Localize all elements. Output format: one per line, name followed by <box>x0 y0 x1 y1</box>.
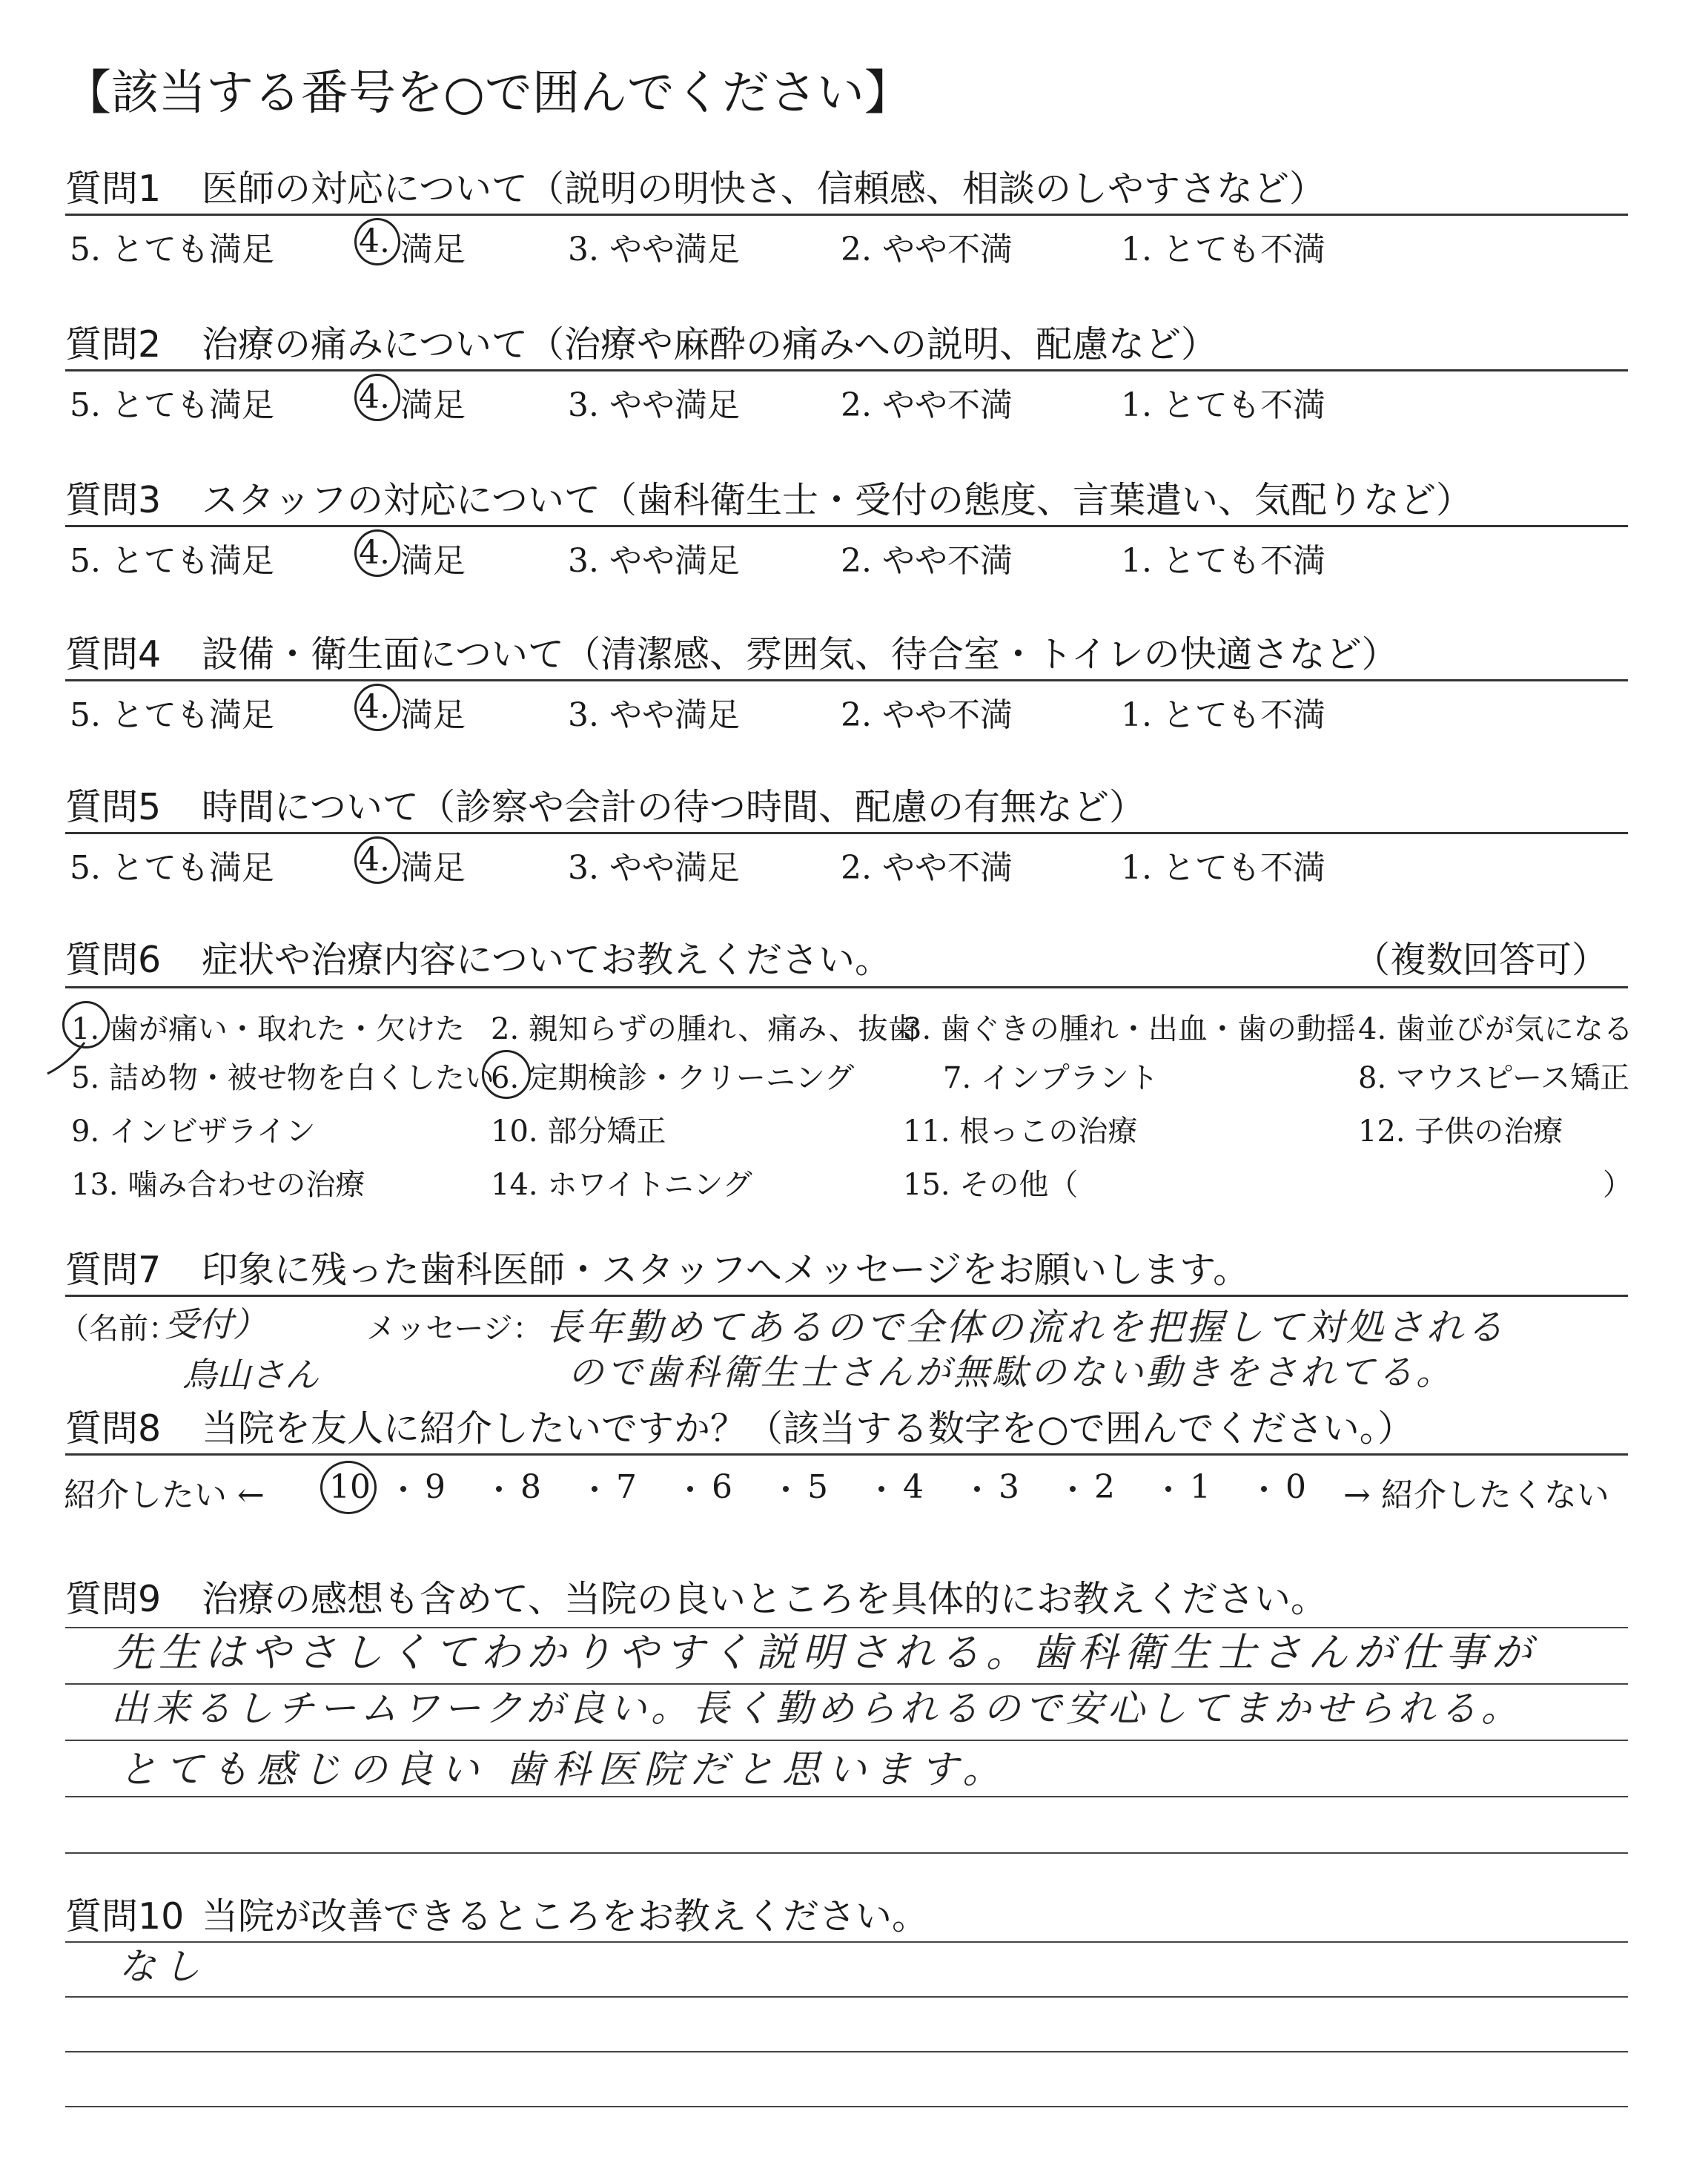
question-4-option-1[interactable]: 5. とても満足 <box>70 696 274 734</box>
q7-rule <box>65 1295 1628 1297</box>
question-3-option-6[interactable]: 1. とても不満 <box>1121 542 1325 580</box>
q8-scale-separator-dot <box>592 1486 598 1492</box>
q8-scale-separator-dot <box>400 1486 406 1492</box>
q6-option-3[interactable]: 3. 歯ぐきの腫れ・出血・歯の動揺 <box>903 1012 1356 1046</box>
q8-scale-separator-dot <box>496 1486 502 1492</box>
q6-option-11[interactable]: 11. 根っこの治療 <box>903 1114 1138 1149</box>
question-4-option-6[interactable]: 1. とても不満 <box>1121 696 1325 734</box>
question-2-option-6[interactable]: 1. とても不満 <box>1121 386 1325 424</box>
question-1-label: 質問1 <box>65 168 162 210</box>
question-2-option-1[interactable]: 5. とても満足 <box>70 386 274 424</box>
q6-selection-tail-mark <box>44 1041 89 1077</box>
question-3-option-5[interactable]: 2. やや不満 <box>841 542 1013 580</box>
q6-selection-circle-6 <box>482 1050 531 1099</box>
question-3-text: スタッフの対応について（歯科衛生士・受付の態度、言葉遣い、気配りなど） <box>202 479 1473 521</box>
question-3-rule <box>65 525 1628 527</box>
q8-scale-separator-dot <box>974 1486 980 1492</box>
question-3-label: 質問3 <box>65 479 162 521</box>
question-2-option-2[interactable]: 4. <box>359 378 390 416</box>
q7-name-handwritten-1: 受付） <box>165 1304 267 1344</box>
question-4-rule <box>65 679 1628 681</box>
q8-scale-6[interactable]: 6 <box>712 1468 732 1506</box>
q6-option-2[interactable]: 2. 親知らずの腫れ、痛み、抜歯 <box>491 1012 918 1046</box>
q8-scale-8[interactable]: 8 <box>520 1468 541 1506</box>
q8-right-label: → 紹介したくない <box>1343 1476 1609 1514</box>
q6-option-5[interactable]: 5. 詰め物・被せ物を白くしたい <box>71 1061 494 1095</box>
question-5-label: 質問5 <box>65 786 162 828</box>
question-3-selection-circle <box>354 529 400 577</box>
question-2-rule <box>65 369 1628 371</box>
question-1-rule <box>65 214 1628 216</box>
q8-selection-circle <box>320 1461 377 1514</box>
q9-label: 質問9 <box>65 1578 162 1620</box>
question-1-option-5[interactable]: 2. やや不満 <box>841 231 1013 268</box>
question-4-label: 質問4 <box>65 633 162 676</box>
question-4-option-3[interactable]: 満足 <box>400 696 466 734</box>
q6-label: 質問6 <box>65 939 162 981</box>
q6-note: （複数回答可） <box>1354 939 1609 981</box>
question-2-selection-circle <box>354 374 400 421</box>
q6-option-15-close: ） <box>1603 1168 1632 1202</box>
q9-answer-line-3: とても感じの良い 歯科医院だと思います。 <box>119 1748 1009 1792</box>
q10-line-2 <box>65 1996 1628 1998</box>
q8-scale-3[interactable]: 3 <box>999 1468 1019 1506</box>
q10-label: 質問10 <box>65 1895 185 1938</box>
q8-scale-separator-dot <box>1070 1486 1076 1492</box>
q9-line-4 <box>65 1796 1628 1797</box>
q8-scale-separator-dot <box>1261 1486 1267 1492</box>
q6-option-9[interactable]: 9. インビザライン <box>71 1114 316 1149</box>
q7-message-label: メッセージ： <box>366 1312 543 1346</box>
question-5-option-1[interactable]: 5. とても満足 <box>70 849 274 887</box>
q6-option-15[interactable]: 15. その他（ <box>903 1168 1079 1202</box>
q9-text: 治療の感想も含めて、当院の良いところを具体的にお教えください。 <box>202 1578 1328 1620</box>
q8-scale-4[interactable]: 4 <box>903 1468 924 1506</box>
q8-scale-0[interactable]: 0 <box>1285 1468 1306 1506</box>
q7-name-label: （名前： <box>59 1312 178 1346</box>
q8-text: 当院を友人に紹介したいですか？（該当する数字を○で囲んでください。） <box>202 1407 1414 1450</box>
q8-left-label: 紹介したい ← <box>64 1476 265 1514</box>
q10-line-1 <box>65 1941 1628 1943</box>
question-1-option-4[interactable]: 3. やや満足 <box>568 231 740 268</box>
q8-scale-10[interactable]: 10 <box>329 1468 371 1506</box>
question-1-option-6[interactable]: 1. とても不満 <box>1121 231 1325 268</box>
question-5-option-6[interactable]: 1. とても不満 <box>1121 849 1325 887</box>
question-2-text: 治療の痛みについて（治療や麻酔の痛みへの説明、配慮など） <box>202 323 1218 366</box>
question-5-rule <box>65 832 1628 834</box>
question-5-option-2[interactable]: 4. <box>359 841 390 879</box>
question-5-option-3[interactable]: 満足 <box>400 849 466 887</box>
q6-text: 症状や治療内容についてお教えください。 <box>202 939 892 981</box>
question-1-option-1[interactable]: 5. とても満足 <box>70 231 274 268</box>
q10-line-4 <box>65 2106 1628 2107</box>
question-2-option-4[interactable]: 3. やや満足 <box>568 386 740 424</box>
q8-scale-9[interactable]: 9 <box>425 1468 446 1506</box>
q10-text: 当院が改善できるところをお教えください。 <box>202 1895 929 1938</box>
q9-line-5 <box>65 1852 1628 1854</box>
q6-option-6[interactable]: 6. 定期検診・クリーニング <box>491 1061 855 1095</box>
q8-scale-1[interactable]: 1 <box>1190 1468 1211 1506</box>
question-5-selection-circle <box>354 836 400 884</box>
q8-scale-separator-dot <box>878 1486 884 1492</box>
q6-option-10[interactable]: 10. 部分矯正 <box>491 1114 666 1149</box>
question-2-label: 質問2 <box>65 323 162 366</box>
q6-option-4[interactable]: 4. 歯並びが気になる <box>1358 1012 1633 1046</box>
q8-scale-7[interactable]: 7 <box>616 1468 637 1506</box>
question-3-option-4[interactable]: 3. やや満足 <box>568 542 740 580</box>
question-5-option-5[interactable]: 2. やや不満 <box>841 849 1013 887</box>
q7-message-handwritten-2: ので歯科衛生士さんが無駄のない動きをされてる。 <box>568 1352 1455 1393</box>
question-4-option-5[interactable]: 2. やや不満 <box>841 696 1013 734</box>
page-header: 【該当する番号を○で囲んでください】 <box>64 66 912 121</box>
question-1-option-3[interactable]: 満足 <box>400 231 466 268</box>
q7-text: 印象に残った歯科医師・スタッフへメッセージをお願いします。 <box>202 1249 1250 1291</box>
q8-scale-separator-dot <box>783 1486 789 1492</box>
q8-scale-separator-dot <box>1165 1486 1171 1492</box>
question-3-option-3[interactable]: 満足 <box>400 542 466 580</box>
q6-option-12[interactable]: 12. 子供の治療 <box>1358 1114 1563 1149</box>
question-2-option-3[interactable]: 満足 <box>400 386 466 424</box>
q8-label: 質問8 <box>65 1407 162 1450</box>
question-1-selection-circle <box>354 218 400 265</box>
question-2-option-5[interactable]: 2. やや不満 <box>841 386 1013 424</box>
q6-option-8[interactable]: 8. マウスピース矯正 <box>1358 1061 1630 1095</box>
q6-rule <box>65 986 1628 988</box>
q6-option-1[interactable]: 1. 歯が痛い・取れた・欠けた <box>71 1012 465 1046</box>
q10-line-3 <box>65 2051 1628 2052</box>
q8-scale-2[interactable]: 2 <box>1094 1468 1115 1506</box>
q9-answer-line-1: 先生はやさしくてわかりやすく説明される。歯科衛生士さんが仕事が <box>113 1629 1537 1676</box>
q8-rule <box>65 1453 1628 1456</box>
question-5-option-4[interactable]: 3. やや満足 <box>568 849 740 887</box>
q7-message-handwritten-1: 長年勤めてあるので全体の流れを把握して対処される <box>546 1306 1506 1349</box>
question-3-option-1[interactable]: 5. とても満足 <box>70 542 274 580</box>
question-4-text: 設備・衛生面について（清潔感、雰囲気、待合室・トイレの快適さなど） <box>202 633 1398 676</box>
q6-option-7[interactable]: 7. インプラント <box>943 1061 1159 1095</box>
question-4-option-4[interactable]: 3. やや満足 <box>568 696 740 734</box>
question-1-option-2[interactable]: 4. <box>359 222 390 260</box>
question-1-text: 医師の対応について（説明の明快さ、信頼感、相談のしやすさなど） <box>202 168 1326 210</box>
question-4-selection-circle <box>354 684 400 731</box>
q7-label: 質問7 <box>65 1249 162 1291</box>
q8-scale-5[interactable]: 5 <box>807 1468 828 1506</box>
q6-option-14[interactable]: 14. ホワイトニング <box>491 1168 752 1202</box>
q7-name-handwritten-2: 鳥山さん <box>182 1355 319 1395</box>
question-5-text: 時間について（診察や会計の待つ時間、配慮の有無など） <box>202 786 1146 828</box>
question-4-option-2[interactable]: 4. <box>359 688 390 726</box>
question-3-option-2[interactable]: 4. <box>359 534 390 572</box>
q9-answer-line-2: 出来るしチームワークが良い。長く勤められるので安心してまかせられる。 <box>111 1687 1523 1730</box>
q8-scale-separator-dot <box>687 1486 693 1492</box>
q10-answer: なし <box>119 1945 208 1988</box>
q6-option-13[interactable]: 13. 噛み合わせの治療 <box>71 1168 365 1202</box>
